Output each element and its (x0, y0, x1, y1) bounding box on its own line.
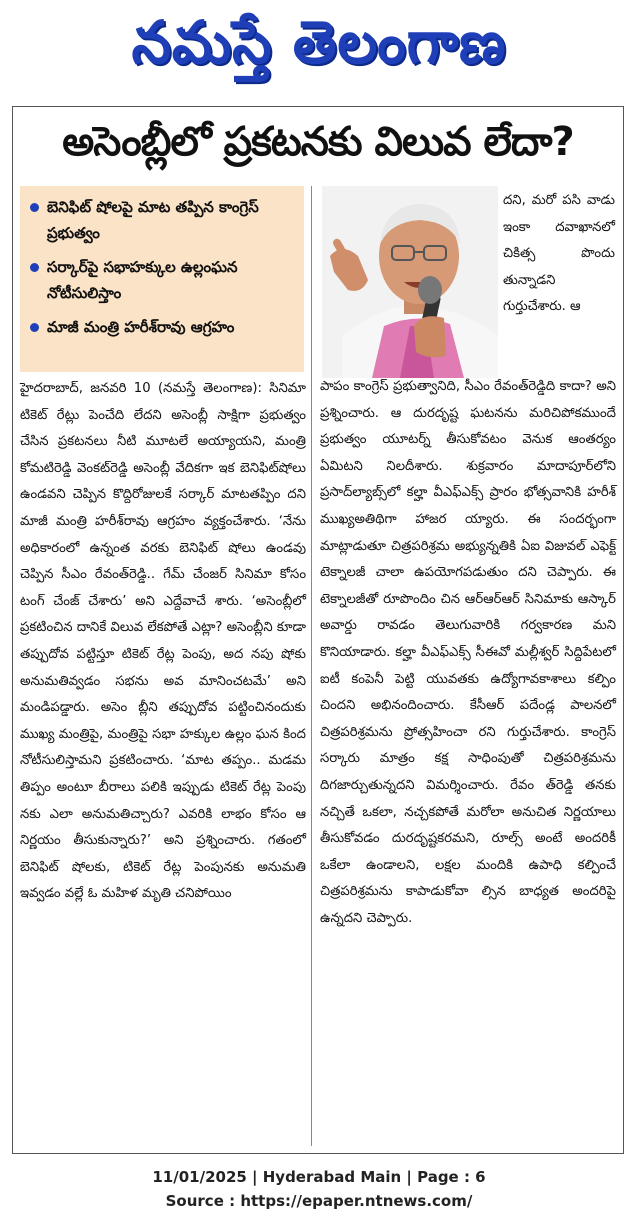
newspaper-logo: నమస్తే తెలంగాణ (131, 8, 507, 77)
column-divider (311, 186, 312, 1146)
highlight-text: బెనిఫిట్ షోలపై మాట తప్పిన కాంగ్రెస్ ప్రభుత్వం (47, 198, 259, 242)
page-footer (0, 1165, 638, 1213)
article-body-right-top: దని, మరో పసి వాడు ఇంకా దవాఖానలో చికిత్స పొందు తున్నాడని గుర్తుచేశారు. ఆ (503, 193, 615, 315)
speaker-photo (322, 186, 498, 378)
highlights-box (20, 186, 304, 372)
article-column-right-top (503, 188, 615, 321)
bullet-icon (30, 263, 39, 272)
article-column-right (320, 374, 616, 932)
speaker-photo-illustration (322, 186, 498, 378)
bullet-icon (30, 203, 39, 212)
bullet-icon (30, 323, 39, 332)
highlight-item (28, 254, 296, 306)
highlight-text: మాజీ మంత్రి హరీశ్‌రావు ఆగ్రహం (47, 318, 235, 336)
masthead (0, 0, 638, 100)
article-body-left: హైదరాబాద్, జనవరి 10 (నమస్తే తెలంగాణ): సినిమా టికెట్ రేట్లు పెంచేది లేదని అసెంబ్లీ సాక్షిగా ప్రభుత్వం చేసిన ప్రకటనలు నీటి మూటలే అయ్యాయని, మంత్రి కోమటిరెడ్డి వెంకట్‌రెడ్డి అసెంబ్లీ వేదికగా ఇక బెనిఫిట్‌షోలు ఉండవని చెప్పిన కొద్దిరోజులకే సర్కార్ మాటతప్పిం దని మాజీ మంత్రి హరీశ్‌రావు ఆగ్రహం వ్యక్తంచేశారు. ‘నేను అధికారంలో ఉన్నంత వరకు బెనిఫిట్ షోలు ఉండవు చెప్పిన సీఎం రేవంత్‌రెడ్డి.. గేమ్ చేంజర్ సినిమా కోసం టంగ్ చేంజ్ చేశారు’ అని ఎద్దేవాచే శారు. ‘అసెంబ్లీలో ప్రకటించిన దానికే విలువ లేకపోతే ఎట్లా? అసెంబ్లీని కూడా తప్పుదోవ పట్టిస్తూ టికెట్ రేట్ల పెంపు, అద నపు షోకు అనుమతివ్వడం సభను అవ మానించటమే’ అని మండిపడ్డారు. అసెం బ్లీని తప్పుదోవ పట్టించినందుకు ముఖ్య మంత్రిపై, మంత్రిపై సభా హక్కుల ఉల్లం ఘన కింద నోటీసులిస్తామని ప్రకటించారు. ‘మాట తప్పం.. మడమ తిప్పం అంటూ బీరాలు పలికి ఇప్పుడు టికెట్ రేట్ల పెంపు నకు ఎలా అనుమతిచ్చారు? ఎవరికి లాభం కోసం ఆ నిర్ణయం తీసుకున్నారు?’ అని ప్రశ్నించారు. గతంలో బెనిఫిట్ షోలకు, టికెట్ రేట్ల పెంపునకు అనుమతి ఇవ్వడం వల్లే ఓ మహిళ మృతి చనిపోయిం (20, 381, 306, 902)
highlight-item (28, 194, 296, 246)
edition-info: 11/01/2025 | Hyderabad Main | Page : 6 (152, 1168, 486, 1186)
source-link[interactable]: Source : https://epaper.ntnews.com/ (165, 1192, 473, 1210)
article-column-left (20, 376, 306, 908)
article-body-right: పాపం కాంగ్రెస్ ప్రభుత్వానిది, సీఎం రేవంత్‌రెడ్డిది కాదా? అని ప్రశ్నించారు. ఆ దురదృష్ట ఘటనను మరిచిపోకముందే ప్రభుత్వం యూటర్న్ తీసుకోవటం వెనుక ఆంతర్యం ఏమిటని నిలదీశారు. శుక్రవారం మాదాపూర్‌లోని ప్రసాద్‌ల్యాబ్స్‌లో కల్హా వీఎఫ్‌ఎక్స్ ప్రారం భోత్సవానికి హరీశ్ ముఖ్యఅతిథిగా హాజర య్యారు. ఈ సందర్భంగా మాట్లాడుతూ చిత్రపరిశ్రమ అభ్యున్నతికి ఏఐ విజువల్ ఎఫెక్ట్ టెక్నాలజీ చాలా ఉపయోగపడుతుం దని చెప్పారు. ఈ టెక్నాలజీతో రూపొందిం చిన ఆర్‌ఆర్‌ఆర్ సినిమాకు ఆస్కార్ అవార్డు రావడం తెలుగువారికి గర్వకారణ మని కొనియాడారు. కల్హా వీఎఫ్‌ఎక్స్ సీఈవో మల్లీశ్వర్ సిద్దిపేటలో ఐటీ కంపెనీ పెట్టి యువతకు ఉద్యోగావకాశాలు కల్పిం చిందని అభినందించారు. కేసీఆర్ పదేండ్ల పాలనలో చిత్రపరిశ్రమను ప్రోత్సహించా రని గుర్తుచేశారు. కాంగ్రెస్ సర్కారు మాత్రం కక్ష సాధింపుతో చిత్రపరిశ్రమను దిగజార్చుతున్నదని విమర్శించారు. రేవం త్‌రెడ్డి తనకు నచ్చితే ఒకలా, నచ్చకపోతే మరోలా అనుచిత నిర్ణయాలు తీసుకోవడం దురదృష్టకరమని, రూల్స్ అంటే అందరికీ ఒకేలా ఉండాలని, లక్షల మందికి ఉపాధి కల్పించే చిత్రపరిశ్రమను కాపాడుకోవా ల్సిన బాధ్యత అందరిపై ఉన్నదని చెప్పారు. (320, 379, 616, 926)
article-headline: అసెంబ్లీలో ప్రకటనకు విలువ లేదా? (62, 119, 574, 165)
highlight-text: సర్కార్‌పై సభాహక్కుల ఉల్లంఘన నోటీసులిస్తాం (47, 258, 238, 302)
highlight-item (28, 314, 296, 340)
